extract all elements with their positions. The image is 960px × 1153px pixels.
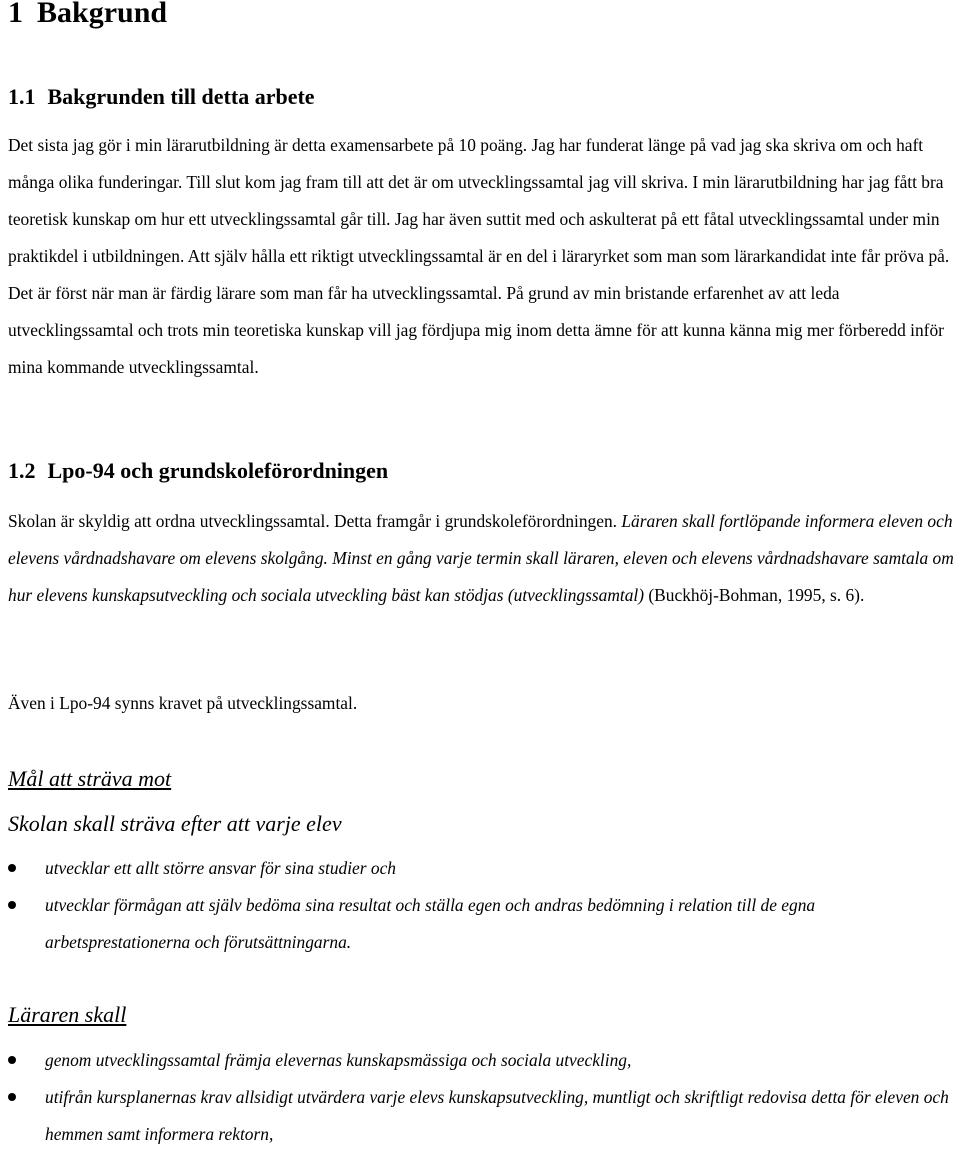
bullet-icon <box>8 901 16 909</box>
lpo-intro-text: Även i Lpo-94 synns kravet på utvecklingssamtal. <box>8 693 358 713</box>
section-1-2-citation: (Buckhöj-Bohman, 1995, s. 6). <box>644 585 865 605</box>
teacher-heading: Läraren skall <box>8 1002 127 1027</box>
section-1-2-paragraph <box>8 503 958 614</box>
lpo-intro <box>8 685 958 722</box>
heading-1-1-title: Bakgrunden till detta arbete <box>47 84 315 109</box>
heading-1-1-number: 1.1 <box>8 84 36 109</box>
heading-1-2 <box>8 458 388 484</box>
section-1-1-body <box>8 127 958 386</box>
section-1-2-plain-text: Skolan är skyldig att ordna utvecklingssamtal. Detta framgår i grundskoleförordningen. <box>8 511 622 531</box>
bullet-icon <box>8 1093 16 1101</box>
list-item <box>8 1079 958 1153</box>
bullet-icon <box>8 864 16 872</box>
list-item <box>8 1042 958 1079</box>
section-1-1-paragraph: Det sista jag gör i min lärarutbildning är detta examensarbete på 10 poäng. Jag har funderat länge på vad jag ska skriva om och haft många olika funderingar. Till slut kom jag fram till att det är om utvecklingssamtal jag vill skriva. I min lärarutbildning har jag fått bra teoretisk kunskap om hur ett utvecklingssamtal går till. Jag har även suttit med och askulterat på ett fåtal utvecklingssamtal under min praktikdel i utbildningen. Att själv hålla ett riktigt utvecklingssamtal är en del i läraryrket som man som lärarkandidat inte får pröva på. Det är först när man är färdig lärare som man får ha utvecklingssamtal. På grund av min bristande erfarenhet av att leda utvecklingssamtal och trots min teoretiska kunskap vill jag fördjupa mig inom detta ämne för att kunna känna mig mer förberedd inför mina kommande utvecklingssamtal. <box>8 135 950 377</box>
teacher-item-text: genom utvecklingssamtal främja elevernas kunskapsmässiga och sociala utveckling, <box>45 1050 632 1070</box>
heading-1-title: Bakgrund <box>37 0 168 29</box>
list-item <box>8 850 958 887</box>
heading-1-1 <box>8 84 315 110</box>
heading-1 <box>8 0 167 30</box>
goals-list <box>8 850 958 961</box>
section-1-2-body <box>8 503 958 614</box>
goals-subheading: Skolan skall sträva efter att varje elev <box>8 811 342 836</box>
heading-1-number: 1 <box>8 0 23 29</box>
section-1-2-quote: Läraren skall fortlöpande informera eleven och elevens vårdnadshavare om elevens skolgång. Minst en gång varje termin skall läraren, eleven och elevens vårdnadshavare samtala om hur elevens kunskapsutveckling och sociala utveckling bäst kan stödjas (utvecklingssamtal) <box>8 511 954 605</box>
heading-1-2-number: 1.2 <box>8 458 36 483</box>
goals-item-text: utvecklar ett allt större ansvar för sina studier och <box>45 858 396 878</box>
goals-heading: Mål att sträva mot <box>8 766 172 791</box>
bullet-icon <box>8 1056 16 1064</box>
list-item <box>8 887 958 961</box>
goals-item-text: utvecklar förmågan att själv bedöma sina resultat och ställa egen och andras bedömning i relation till de egna arbetsprestationerna och förutsättningarna. <box>45 895 816 952</box>
teacher-item-text: utifrån kursplanernas krav allsidigt utvärdera varje elevs kunskapsutveckling, muntligt och skriftligt redovisa detta för eleven och hemmen samt informera rektorn, <box>45 1087 949 1144</box>
teacher-list <box>8 1042 958 1153</box>
heading-1-2-title: Lpo-94 och grundskoleförordningen <box>47 458 389 483</box>
